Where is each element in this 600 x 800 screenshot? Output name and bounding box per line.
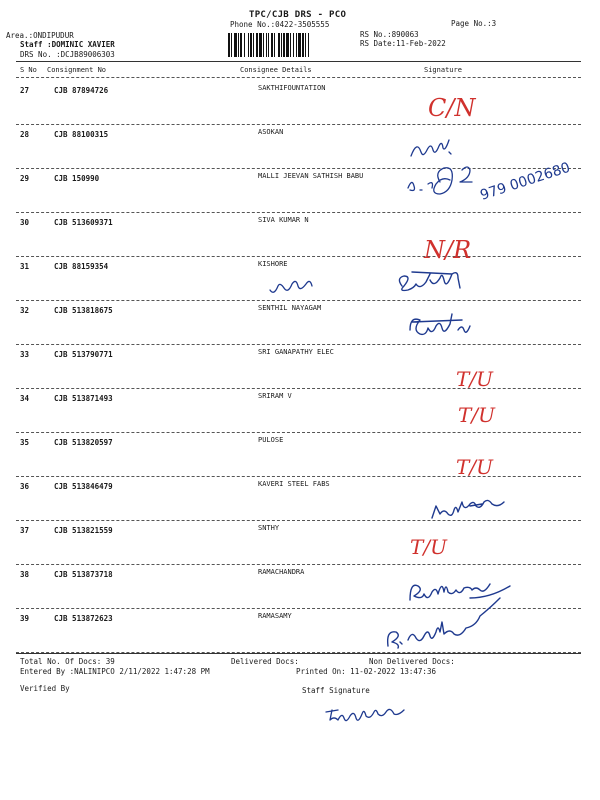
handwritten-mark-row-37: T/U <box>410 535 447 559</box>
row-separator <box>16 388 581 389</box>
verified-by: Verified By <box>20 684 70 693</box>
row-sno: 31 <box>20 262 30 271</box>
row-separator <box>16 520 581 521</box>
row-separator <box>16 168 581 169</box>
row-consignment: CJB 88159354 <box>54 262 109 271</box>
row-consignee: SAKTHIFOUNTATION <box>258 84 326 92</box>
delivered-docs: Delivered Docs: <box>231 657 299 666</box>
printed-on: Printed On: 11-02-2022 13:47:36 <box>296 667 436 676</box>
row-consignment: CJB 88100315 <box>54 130 109 139</box>
row-sno: 28 <box>20 130 30 139</box>
document-title: TPC/CJB DRS - PCO <box>249 10 347 20</box>
rs-date: RS Date:11-Feb-2022 <box>360 39 446 48</box>
page-number: Page No.:3 <box>451 19 497 28</box>
row-sno: 36 <box>20 482 30 491</box>
handwritten-mark-row-34: T/U <box>458 403 495 427</box>
footer-rule <box>16 653 581 654</box>
row-sno: 34 <box>20 394 30 403</box>
row-consignee: KAVERI STEEL FABS <box>258 480 330 488</box>
barcode-bar <box>309 33 310 57</box>
row-sno: 32 <box>20 306 30 315</box>
row-consignment: CJB 513871493 <box>54 394 113 403</box>
col-sno: S No <box>20 66 37 74</box>
header-rule-bottom <box>16 77 581 78</box>
row-sno: 37 <box>20 526 30 535</box>
row-separator <box>16 608 581 609</box>
barcode <box>228 33 353 57</box>
row-consignee: MALLI JEEVAN SATHISH BABU <box>258 172 364 180</box>
handwritten-mark-row-30: N/R <box>424 236 472 264</box>
col-signature: Signature <box>424 66 462 74</box>
row-consignee: KISHORE <box>258 260 288 268</box>
entered-by: Entered By :NALINIPCO 2/11/2022 1:47:28 PM <box>20 667 210 676</box>
row-separator <box>16 124 581 125</box>
row-consignee: ASOKAN <box>258 128 284 136</box>
row-consignee: SNTHY <box>258 524 280 532</box>
row-separator <box>16 212 581 213</box>
row-consignment: CJB 513818675 <box>54 306 113 315</box>
handwritten-phone-row-29: 979 0002680 <box>478 159 573 204</box>
row-sno: 30 <box>20 218 30 227</box>
handwritten-mark-row-27: C/N <box>428 94 476 122</box>
col-consignee: Consignee Details <box>240 66 312 74</box>
row-consignment: CJB 150990 <box>54 174 100 183</box>
row-consignee: SIVA KUMAR N <box>258 216 309 224</box>
row-sno: 38 <box>20 570 30 579</box>
header-rule-top <box>16 61 581 62</box>
row-consignee: SENTHIL NAYAGAM <box>258 304 322 312</box>
row-consignment: CJB 513790771 <box>54 350 113 359</box>
row-consignee: SRIRAM V <box>258 392 292 400</box>
row-consignment: CJB 513821559 <box>54 526 113 535</box>
row-consignee: RAMASAMY <box>258 612 292 620</box>
row-separator <box>16 256 581 257</box>
drs-number: DRS No. :DCJB89006303 <box>20 50 115 59</box>
row-consignment: CJB 513846479 <box>54 482 113 491</box>
staff-signature <box>326 709 404 720</box>
phone-number: Phone No.:0422-3505555 <box>230 20 330 29</box>
handwritten-mark-row-33: T/U <box>456 367 493 391</box>
row-consignment: CJB 513872623 <box>54 614 113 623</box>
row-separator <box>16 476 581 477</box>
col-consignment: Consignment No <box>47 66 107 74</box>
row-consignee: PULOSE <box>258 436 284 444</box>
row-consignee: SRI GANAPATHY ELEC <box>258 348 334 356</box>
row-consignment: CJB 513609371 <box>54 218 113 227</box>
row-sno: 29 <box>20 174 30 183</box>
row-sno: 27 <box>20 86 30 95</box>
row-separator <box>16 432 581 433</box>
total-docs: Total No. Of Docs: 39 <box>20 657 115 666</box>
staff-signature-label: Staff Signature <box>302 686 370 695</box>
area-label: Area.:ONDIPUDUR <box>6 31 74 40</box>
handwritten-mark-row-35: T/U <box>456 455 493 479</box>
row-consignee: RAMACHANDRA <box>258 568 305 576</box>
row-sno: 35 <box>20 438 30 447</box>
row-sno: 39 <box>20 614 30 623</box>
row-consignment: CJB 513873718 <box>54 570 113 579</box>
rs-number: RS No.:890063 <box>360 30 419 39</box>
staff-label: Staff :DOMINIC XAVIER <box>20 40 115 49</box>
row-separator <box>16 564 581 565</box>
non-delivered-docs: Non Delivered Docs: <box>369 657 455 666</box>
row-consignment: CJB 513820597 <box>54 438 113 447</box>
row-separator <box>16 344 581 345</box>
row-consignment: CJB 87894726 <box>54 86 109 95</box>
row-separator <box>16 300 581 301</box>
row-sno: 33 <box>20 350 30 359</box>
